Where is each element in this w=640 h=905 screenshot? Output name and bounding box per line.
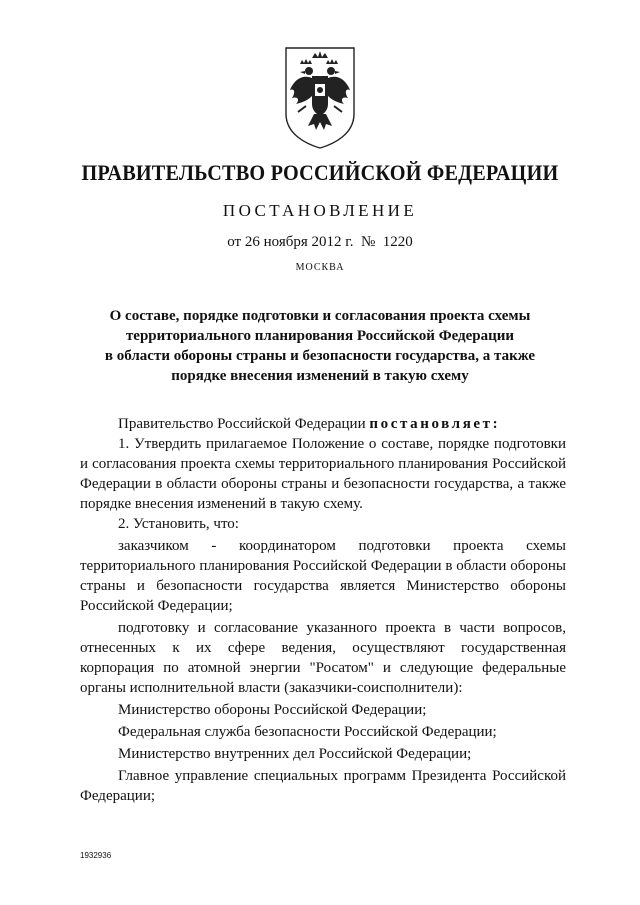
decree-body xyxy=(80,414,566,806)
heading-line: порядке внесения изменений в такую схему xyxy=(171,368,469,384)
paragraph: Министерство обороны Российской Федерации; xyxy=(118,702,427,718)
paragraph: подготовку и согласование указанного проекта в части вопросов, отнесенных к их сфере ведения, осуществляют государственная корпорация по атомной энергии "Росатом" и следующие федеральные органы исполнительной власти (заказчики-соисполнители): xyxy=(80,620,566,696)
heading-line: О составе, порядке подготовки и согласования проекта схемы xyxy=(109,308,531,324)
number-label: № xyxy=(360,234,376,250)
decree-date: от 26 ноября 2012 г. xyxy=(227,234,354,250)
government-title: ПРАВИТЕЛЬСТВО РОССИЙСКОЙ ФЕДЕРАЦИИ xyxy=(81,160,559,185)
document-type: ПОСТАНОВЛЕНИЕ xyxy=(222,201,418,220)
decree-word: постановляет: xyxy=(369,416,501,432)
intro-text: Правительство Российской Федерации xyxy=(118,416,366,432)
date-number-line xyxy=(0,234,640,251)
paragraph: заказчиком - координатором подготовки проекта схемы территориального планирования Российской Федерации в области обороны страны и безопасности государства является Министерство обороны Российской Федерации; xyxy=(80,538,566,614)
city: МОСКВА xyxy=(295,262,345,273)
paragraph: Федеральная служба безопасности Российской Федерации; xyxy=(118,724,497,740)
heading-line: в области обороны страны и безопасности государства, а также xyxy=(104,348,536,364)
decree-number: 1220 xyxy=(382,234,413,250)
document-code: 1932936 xyxy=(80,851,112,860)
decree-heading xyxy=(96,306,544,386)
paragraph: Министерство внутренних дел Российской Федерации; xyxy=(118,746,472,762)
intro-paragraph xyxy=(80,414,566,434)
coat-of-arms-emblem xyxy=(282,44,358,150)
paragraph: Главное управление специальных программ Президента Российской Федерации; xyxy=(80,768,566,804)
paragraph: 1. Утвердить прилагаемое Положение о составе, порядке подготовки и согласования проекта схемы территориального планирования Российской Федерации в области обороны страны и безопасности государства, а также порядке внесения изменений в такую схему. xyxy=(80,436,566,512)
heading-line: территориального планирования Российской Федерации xyxy=(125,328,515,344)
paragraph: 2. Установить, что: xyxy=(118,516,239,532)
